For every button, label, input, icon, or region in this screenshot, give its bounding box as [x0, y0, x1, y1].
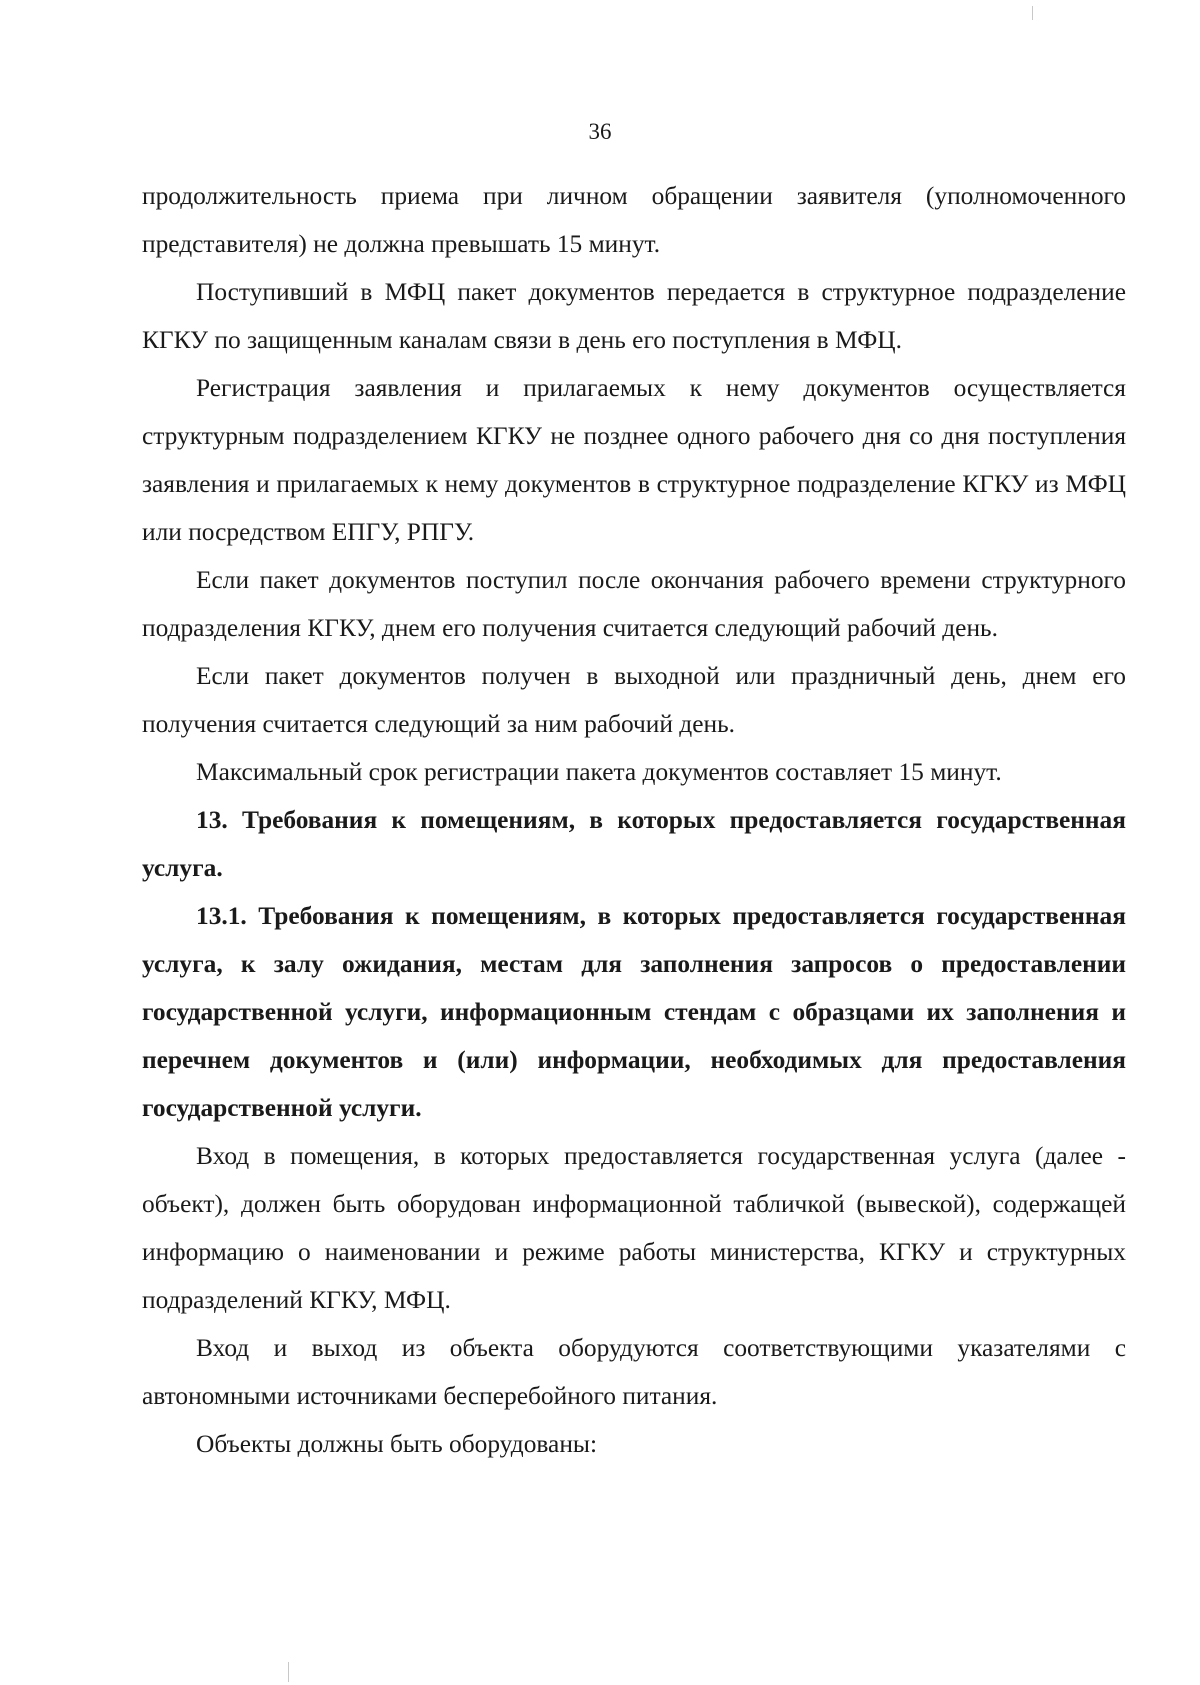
section-heading-13-1: 13.1. Требования к помещениям, в которых предоставляется государственная услуга, к залу ожидания, местам для заполнения запросов о предоставлении государственной услуги, информационным стендам с образцами их заполнения и перечнем документов и (или) информации, необходимых для предоставления государственной услуги.: [142, 902, 1126, 1122]
paragraph-entrance-signage: Вход в помещения, в которых предоставляется государственная услуга (далее - объект), должен быть оборудован информационной табличкой (вывеской), содержащей информацию о наименовании и режиме работы министерства, КГКУ и структурных подразделений КГКУ, МФЦ.: [142, 1142, 1126, 1314]
paragraph-holiday: Если пакет документов получен в выходной или праздничный день, днем его получения считается следующий за ним рабочий день.: [142, 662, 1126, 738]
paragraph-reception-duration: продолжительность приема при личном обращении заявителя (уполномоченного представителя) не должна превышать 15 минут.: [142, 182, 1126, 258]
page-number: 36: [588, 119, 612, 144]
section-heading-13: 13. Требования к помещениям, в которых предоставляется государственная услуга.: [142, 806, 1126, 882]
scan-artifact: [288, 1662, 289, 1682]
document-body: [142, 172, 1126, 1468]
paragraph-entrance-exit-signs: Вход и выход из объекта оборудуются соответствующими указателями с автономными источниками бесперебойного питания.: [142, 1334, 1126, 1410]
paragraph-mfc-transfer: Поступивший в МФЦ пакет документов передается в структурное подразделение КГКУ по защищенным каналам связи в день его поступления в МФЦ.: [142, 278, 1126, 354]
paragraph-after-hours: Если пакет документов поступил после окончания рабочего времени структурного подразделения КГКУ, днем его получения считается следующий рабочий день.: [142, 566, 1126, 642]
paragraph-max-registration-time: Максимальный срок регистрации пакета документов составляет 15 минут.: [196, 758, 1002, 786]
paragraph-objects-equipped: Объекты должны быть оборудованы:: [196, 1430, 598, 1458]
scan-artifact: [1032, 6, 1033, 20]
paragraph-registration: Регистрация заявления и прилагаемых к нему документов осуществляется структурным подразделением КГКУ не позднее одного рабочего дня со дня поступления заявления и прилагаемых к нему документов в структурное подразделение КГКУ из МФЦ или посредством ЕПГУ, РПГУ.: [142, 374, 1126, 546]
